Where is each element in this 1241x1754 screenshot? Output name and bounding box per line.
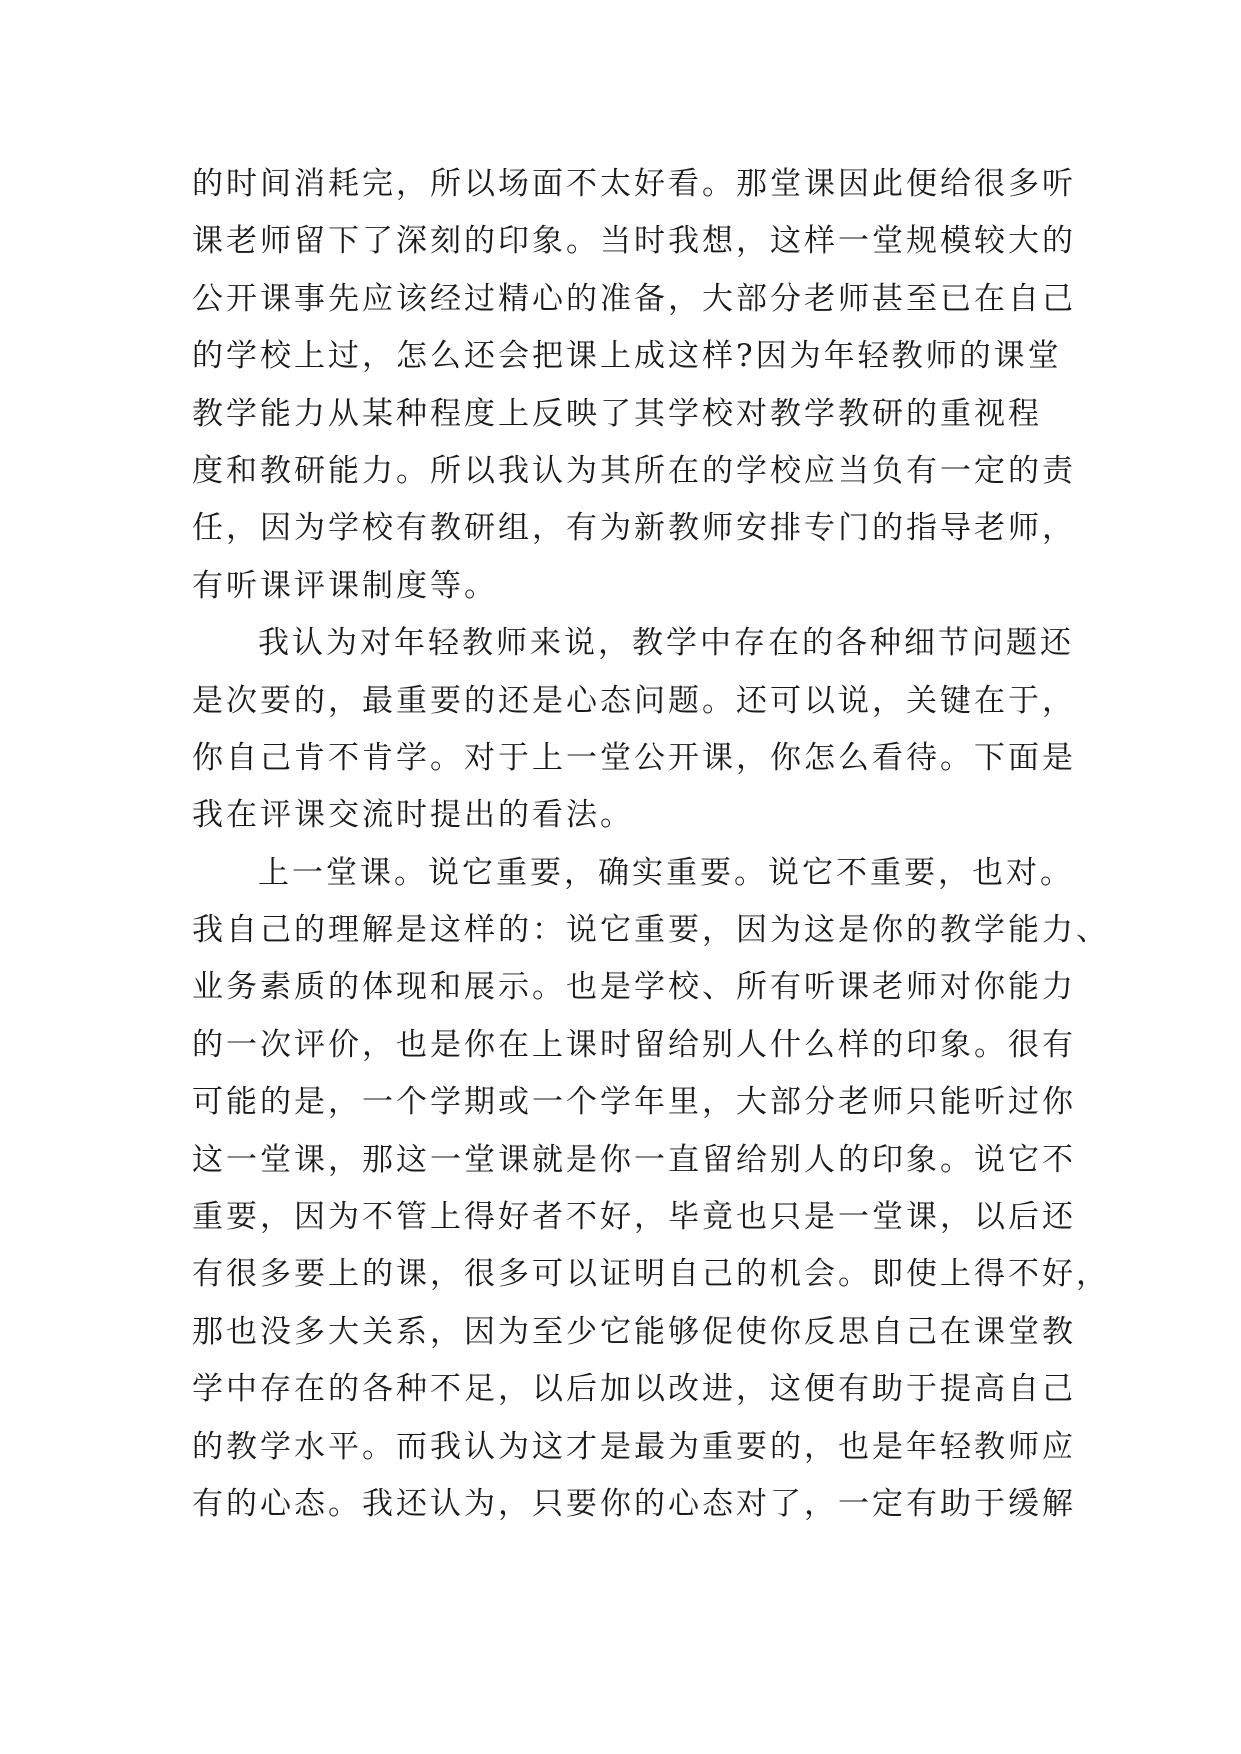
text-line: 度和教研能力。所以我认为其所在的学校应当负有一定的责 xyxy=(192,452,1076,489)
text-line: 那也没多大关系，因为至少它能够促使你反思自己在课堂教 xyxy=(192,1313,1076,1350)
text-line: 课老师留下了深刻的印象。当时我想，这样一堂规模较大的 xyxy=(192,223,1076,260)
text-line: 任，因为学校有教研组，有为新教师安排专门的指导老师， xyxy=(192,510,1076,547)
text-line: 有的心态。我还认为，只要你的心态对了，一定有助于缓解 xyxy=(192,1485,1076,1522)
text-line: 教学能力从某种程度上反映了其学校对教学教研的重视程 xyxy=(192,395,1042,432)
text-line: 的时间消耗完，所以场面不太好看。那堂课因此便给很多听 xyxy=(192,166,1076,202)
text-line: 的一次评价，也是你在上课时留给别人什么样的印象。很有 xyxy=(192,1026,1076,1063)
document-body xyxy=(192,156,1110,1533)
text-line: 我自己的理解是这样的：说它重要，因为这是你的教学能力、 xyxy=(192,912,1110,949)
text-line: 业务素质的体现和展示。也是学校、所有听课老师对你能力 xyxy=(192,969,1076,1006)
text-line: 这一堂课，那这一堂课就是你一直留给别人的印象。说它不 xyxy=(192,1141,1076,1178)
text-line: 是次要的，最重要的还是心态问题。还可以说，关键在于， xyxy=(192,682,1076,719)
text-line: 的教学水平。而我认为这才是最为重要的，也是年轻教师应 xyxy=(192,1428,1076,1465)
text-line: 公开课事先应该经过精心的准备，大部分老师甚至已在自己 xyxy=(192,280,1076,317)
paragraph-first-line: 我认为对年轻教师来说，教学中存在的各种细节问题还 xyxy=(258,625,1074,662)
text-line: 学中存在的各种不足，以后加以改进，这便有助于提高自己 xyxy=(192,1371,1076,1408)
text-line: 有听课评课制度等。 xyxy=(192,567,498,604)
text-line: 的学校上过，怎么还会把课上成这样?因为年轻教师的课堂 xyxy=(192,338,1062,375)
text-line: 你自己肯不肯学。对于上一堂公开课，你怎么看待。下面是 xyxy=(192,739,1076,776)
text-line: 我在评课交流时提出的看法。 xyxy=(192,797,634,834)
paragraph-first-line: 上一堂课。说它重要，确实重要。说它不重要，也对。 xyxy=(258,854,1074,891)
text-line: 有很多要上的课，很多可以证明自己的机会。即使上得不好， xyxy=(192,1256,1110,1293)
text-line: 重要，因为不管上得好者不好，毕竟也只是一堂课，以后还 xyxy=(192,1199,1076,1236)
text-line: 可能的是，一个学期或一个学年里，大部分老师只能听过你 xyxy=(192,1084,1076,1121)
